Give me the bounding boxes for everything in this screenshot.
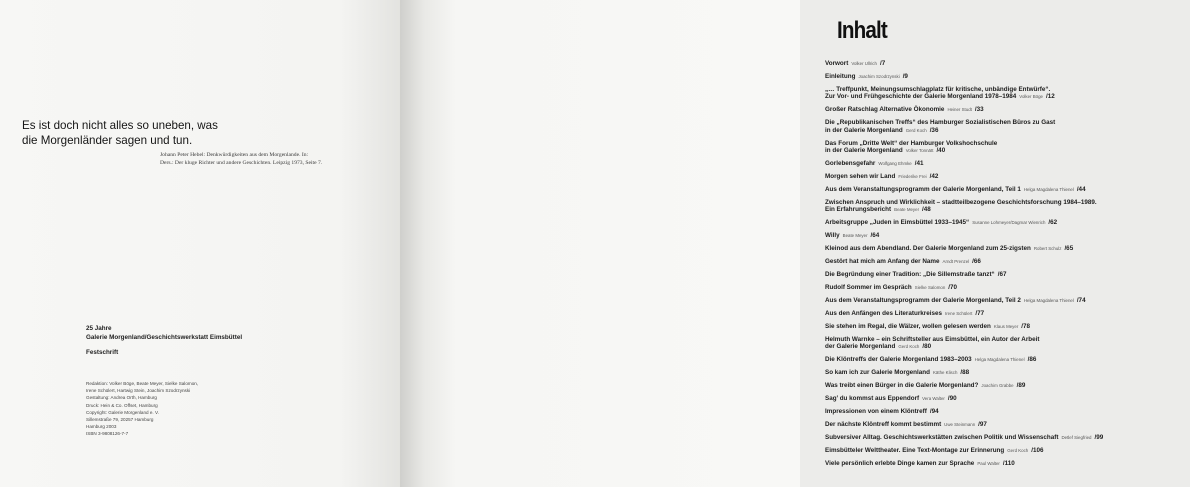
toc-entry[interactable] <box>825 199 1190 214</box>
toc-entry[interactable] <box>825 460 1190 467</box>
toc-entry[interactable] <box>825 160 1190 167</box>
toc-entry-page: /67 <box>997 271 1007 279</box>
festschrift-label: Festschrift <box>86 349 119 356</box>
toc-entry-author: Irene Schülert <box>945 311 973 317</box>
toc-entry-title: Sie stehen im Regal, die Wälzer, wollen gelesen werden <box>825 322 991 330</box>
toc-entry-line <box>825 460 1190 467</box>
toc-entry-author: Heiner Studt <box>947 107 972 113</box>
toc-entry-title: Sag’ du kommst aus Eppendorf <box>825 395 920 403</box>
quote-line: die Morgenländer sagen und tun. <box>22 133 193 147</box>
toc-entry-line <box>825 219 1190 226</box>
toc-entry-author: Paul Walter <box>977 460 1000 466</box>
toc-entry-author: Susanne Lohmeyer/Dagmar Wienrich <box>972 220 1046 226</box>
toc-entry-page: /106 <box>1031 447 1044 454</box>
toc-entry-line <box>825 258 1190 265</box>
toc-entry-title: So kam ich zur Galerie Morgenland <box>825 369 930 377</box>
toc-entry-title: in der Galerie Morgenland <box>825 147 903 155</box>
toc-entry-title: Zur Vor- und Frühgeschichte der Galerie Morgenland 1978–1984 <box>825 93 1017 101</box>
imprint-line: ISBN 3-9808126-7-7 <box>86 431 129 437</box>
toc-entry-line <box>825 206 1190 213</box>
toc-entry-author: Helga Magdalena Thienel <box>974 357 1025 363</box>
toc-entry-title: Aus dem Veranstaltungsprogramm der Galerie Morgenland, Teil 2 <box>825 297 1021 305</box>
toc-entry-page: /99 <box>1094 434 1104 442</box>
citation-line: Johann Peter Hebel: Denkwürdigkeiten aus dem Morgenlande. In: <box>160 152 309 158</box>
toc-entry-title: Großer Ratschlag Alternative Ökonomie <box>825 106 945 114</box>
toc-entry-title: Aus dem Veranstaltungsprogramm der Galerie Morgenland, Teil 1 <box>825 185 1021 193</box>
toc-entry-title: Zwischen Anspruch und Wirklichkeit – stadtteilbezogene Geschichtsforschung 1984–1989. <box>825 198 1097 206</box>
toc-entry-author: Helga Magdalena Thienel <box>1023 186 1074 192</box>
toc-entry-page: /74 <box>1076 297 1086 305</box>
imprint-line: Redaktion: Volker Böge, Beate Meyer, Sielke Salomon, <box>86 381 199 386</box>
toc-entry-line <box>825 447 1190 454</box>
toc-entry-line <box>825 127 1190 134</box>
toc-entry-page: /41 <box>914 160 924 168</box>
toc-entry[interactable] <box>825 421 1190 428</box>
toc-entry-title: Der nächste Klöntreff kommt bestimmt <box>825 421 942 429</box>
left-page <box>0 0 400 487</box>
toc-entry-line <box>825 140 1190 147</box>
toc-entry-page: /42 <box>929 173 939 181</box>
toc-entry[interactable] <box>825 219 1190 226</box>
toc-entry[interactable] <box>825 284 1190 291</box>
toc-entry[interactable] <box>825 297 1190 304</box>
toc-entry[interactable] <box>825 245 1190 252</box>
toc-entry-line <box>825 395 1190 402</box>
toc-entry-author: Gerd Koch <box>898 344 920 350</box>
toc-entry-line <box>825 173 1190 180</box>
right-page <box>400 0 1104 487</box>
toc-entry[interactable] <box>825 73 1190 80</box>
imprint-line: Hamburg 2003 <box>86 424 117 430</box>
toc-entry-author: Sielke Salomon <box>914 285 946 291</box>
toc-entry[interactable] <box>825 447 1190 454</box>
toc-entry-title: „… Treffpunkt, Meinungsumschlagplatz für kritische, unbändige Entwürfe“. <box>825 85 1051 93</box>
imprint-block <box>86 380 346 438</box>
toc-entry[interactable] <box>825 86 1190 101</box>
festschrift-heading <box>86 324 386 357</box>
toc-entry[interactable] <box>825 140 1190 155</box>
toc-entry-line <box>825 408 1190 415</box>
toc-entry-line <box>825 284 1190 291</box>
toc-entry-author: Arndt Prenzel <box>942 259 970 265</box>
toc-entry-page: /70 <box>948 284 958 292</box>
toc-entry-title: Helmuth Warnke – ein Schriftsteller aus Eimsbüttel, ein Autor der Arbeit <box>825 335 1040 343</box>
toc-entry[interactable] <box>825 382 1190 389</box>
toc-entry[interactable] <box>825 395 1190 402</box>
toc-entry-line <box>825 271 1190 278</box>
toc-entry[interactable] <box>825 336 1190 351</box>
toc-entry-page: /88 <box>960 369 970 377</box>
toc-entry[interactable] <box>825 323 1190 330</box>
toc-entry-line <box>825 160 1190 167</box>
toc-entry-line <box>825 86 1190 93</box>
toc-entry-author: Beate Meyer <box>894 207 920 213</box>
citation-line: Ders.: Der kluge Richter und andere Geschichten. Leipzig 1973, Seite 7. <box>160 159 323 166</box>
toc-entry-page: /94 <box>929 408 939 416</box>
toc-entry-title: Kleinod aus dem Abendland. Der Galerie Morgenland zum 25-zigsten <box>825 245 1031 253</box>
festschrift-organization: Galerie Morgenland/Geschichtswerkstatt Eimsbüttel <box>86 334 243 341</box>
toc-entry-title: Morgen sehen wir Land <box>825 173 896 181</box>
toc-entry[interactable] <box>825 232 1190 239</box>
imprint-line: Druck: Hein & Co. Offset, Hamburg <box>86 402 158 408</box>
toc-entry-author: Klaus Meyer <box>993 323 1019 329</box>
festschrift-anniversary: 25 Jahre <box>86 325 112 332</box>
toc-entry-title: Die Klöntreffs der Galerie Morgenland 1983–2003 <box>825 356 972 364</box>
toc-entry-line <box>825 245 1190 252</box>
imprint-line: Copyright: Galerie Morgenland e. V. <box>86 409 159 415</box>
toc-entry-title: Subversiver Alltag. Geschichtswerkstätten zwischen Politik und Wissenschaft <box>825 434 1059 442</box>
toc-entry-author: Friederike Frei <box>898 174 927 180</box>
toc-entry-line <box>825 310 1190 317</box>
toc-entry-author: Gerd Koch <box>905 127 927 133</box>
toc-entry-line <box>825 336 1190 343</box>
toc-entry-author: Joachim Grabbe <box>981 383 1014 389</box>
toc-entry[interactable] <box>825 408 1190 415</box>
toc-entry[interactable] <box>825 356 1190 363</box>
toc-entry-title: Vorwort <box>825 60 849 67</box>
toc-entry-title: Viele persönlich erlebte Dinge kamen zur Sprache <box>825 459 975 467</box>
toc-entry[interactable] <box>825 258 1190 265</box>
toc-entry-line <box>825 60 1190 67</box>
toc-entry-line <box>825 343 1190 350</box>
toc-entry-line <box>825 382 1190 389</box>
toc-entry-line <box>825 106 1190 113</box>
toc-entry-page: /78 <box>1021 322 1031 330</box>
toc-entry-title: Gorlebensgefahr <box>825 160 876 168</box>
toc-entry-author: Joachim Szodrzynski <box>858 73 900 79</box>
toc-entry-page: /77 <box>975 310 985 318</box>
toc-entry-line <box>825 297 1190 304</box>
toc-entry-author: Uwe Steinmann <box>944 422 976 428</box>
toc-entry-title: Eimsbütteler Welttheater. Eine Text-Montage zur Erinnerung <box>825 447 1005 454</box>
toc-entry-line <box>825 73 1190 80</box>
toc-entry-title: Ein Erfahrungsbericht <box>825 206 892 214</box>
toc-entry-title: Die Begründung einer Tradition: „Die Sillemstraße tanzt“ <box>825 271 995 279</box>
toc-entry-line <box>825 93 1190 100</box>
toc-entry-page: /89 <box>1016 382 1026 390</box>
toc-entry-page: /90 <box>947 395 957 403</box>
toc-entry-page: /33 <box>974 106 984 114</box>
toc-entry[interactable] <box>825 119 1190 134</box>
epigraph-quote <box>22 119 282 148</box>
toc-entry-line <box>825 369 1190 376</box>
toc-entry-page: /62 <box>1048 219 1058 227</box>
toc-entry-page: /97 <box>978 421 987 429</box>
quote-line: Es ist doch nicht alles so uneben, was <box>22 119 218 132</box>
imprint-line: Gestaltung: Andrea Orth, Hamburg <box>86 395 157 401</box>
toc-entry-page: /44 <box>1076 185 1086 193</box>
toc-entry-author: Volker Böge <box>1019 94 1043 100</box>
toc-entry-author: Robert Schulz <box>1033 246 1062 252</box>
toc-entry-line <box>825 147 1190 154</box>
toc-entry-line <box>825 434 1190 441</box>
toc-entry-author: Volker Tonnätt <box>905 148 934 154</box>
toc-entry-line <box>825 186 1190 193</box>
toc-entry-line <box>825 232 1190 239</box>
toc-entry-line <box>825 199 1190 206</box>
toc-entry[interactable] <box>825 60 1190 67</box>
toc-entry[interactable] <box>825 173 1190 180</box>
toc-entry[interactable] <box>825 369 1190 376</box>
imprint-line: Irene Schülert, Hartwig Stein, Joachim Szodrzynski <box>86 388 191 394</box>
toc-entry-author: Gerd Koch <box>1007 448 1029 453</box>
toc-entry-author: Wolfgang Ehmke <box>878 161 912 167</box>
toc-entry-page: /64 <box>870 232 880 240</box>
toc-entry-title: Aus den Anfängen des Literaturkreises <box>825 310 942 318</box>
toc-entry-line <box>825 119 1190 126</box>
toc-entry-title: in der Galerie Morgenland <box>825 126 903 134</box>
toc-entry-line <box>825 356 1190 363</box>
toc-entry-title: Arbeitsgruppe „Juden in Eimsbüttel 1933–1945“ <box>825 219 970 227</box>
toc-entry-title: Willy <box>825 232 840 240</box>
toc-entry-author: Vera Walter <box>922 396 945 402</box>
toc-entry-page: /80 <box>922 343 932 351</box>
toc-entry-title: Rudolf Sommer im Gespräch <box>825 284 912 292</box>
toc-entry-page: /86 <box>1027 356 1037 364</box>
table-of-contents <box>825 60 1190 473</box>
toc-entry-title: Die „Republikanischen Treffs“ des Hamburger Sozialistischen Büros zu Gast <box>825 119 1056 127</box>
toc-entry-line <box>825 421 1190 428</box>
toc-entry-page: /48 <box>922 206 931 214</box>
toc-entry-author: Volker Ullrich <box>851 61 877 66</box>
epigraph-citation <box>160 152 323 167</box>
toc-entry-page: /7 <box>879 60 886 67</box>
toc-entry[interactable] <box>825 434 1190 441</box>
toc-entry-page: /9 <box>902 72 908 80</box>
toc-entry-page: /12 <box>1045 93 1055 101</box>
toc-entry-author: Beate Meyer <box>842 233 868 239</box>
toc-entry-author: Käthe Klisch <box>932 370 958 376</box>
toc-entry-line <box>825 323 1190 330</box>
toc-entry[interactable] <box>825 271 1190 278</box>
toc-entry-title: der Galerie Morgenland <box>825 343 896 351</box>
toc-entry-title: Einleitung <box>825 72 856 80</box>
toc-entry-page: /65 <box>1064 245 1074 253</box>
toc-entry-title: Impressionen von einem Klöntreff <box>825 408 927 416</box>
page-title: Inhalt <box>837 17 887 44</box>
imprint-line: Sillemstraße 79, 20257 Hamburg <box>86 417 154 423</box>
toc-entry-title: Was treibt einen Bürger in die Galerie Morgenland? <box>825 382 979 390</box>
toc-entry-author: Helga Magdalena Thienel <box>1023 298 1074 304</box>
toc-entry-title: Gestört hat mich am Anfang der Name <box>825 258 940 266</box>
toc-entry[interactable] <box>825 186 1190 193</box>
toc-entry[interactable] <box>825 106 1190 113</box>
toc-entry[interactable] <box>825 310 1190 317</box>
toc-entry-page: /110 <box>1002 459 1015 467</box>
toc-entry-page: /36 <box>929 126 939 134</box>
toc-entry-page: /66 <box>972 258 981 266</box>
toc-entry-page: /40 <box>936 147 946 155</box>
toc-entry-title: Das Forum „Dritte Welt“ der Hamburger Volkshochschule <box>825 139 998 147</box>
toc-entry-author: Detlef Siegfried <box>1061 435 1092 441</box>
